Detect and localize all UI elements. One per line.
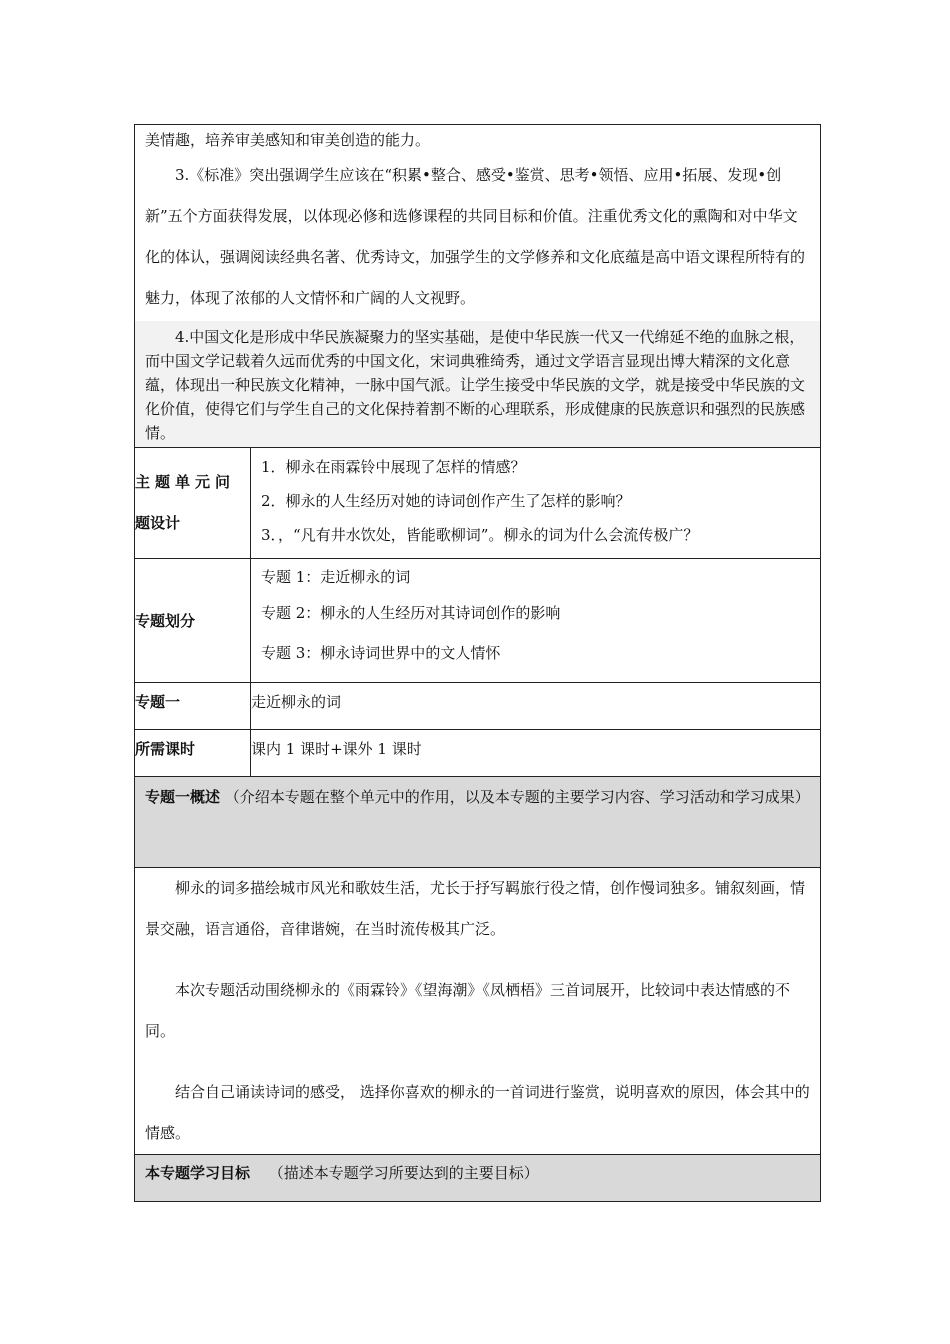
overview-paragraph-3: 结合自己诵读诗词的感受， 选择你喜欢的柳永的一首词进行鉴赏，说明喜欢的原因，体会其中的情感。 — [145, 1083, 810, 1142]
topic-division-label: 专题划分 — [135, 559, 251, 683]
question-item-2: 2．柳永的人生经历对她的诗词创作产生了怎样的影响？ — [261, 492, 631, 510]
topic-one-label: 专题一 — [135, 683, 251, 730]
question-item-1: 1．柳永在雨霖铃中展现了怎样的情感？ — [261, 458, 526, 476]
question-item-3: 3．，“凡有井水饮处，皆能歌柳词”。柳永的词为什么会流传极广？ — [261, 526, 699, 544]
goals-hint: （描述本专题学习所要达到的主要目标） — [268, 1164, 539, 1182]
topic-division-row — [135, 559, 821, 683]
topic-item-1: 专题 1：走近柳永的词 — [261, 568, 411, 586]
topic-one-row — [135, 683, 821, 730]
overview-paragraph-1: 柳永的词多描绘城市风光和歌妓生活，尤长于抒写羁旅行役之情，创作慢词独多。铺叙刻画，情景交融，语言通俗，音律谐婉，在当时流传极其广泛。 — [145, 879, 806, 938]
overview-body-row — [135, 868, 821, 1155]
goals-label: 本专题学习目标 — [145, 1164, 251, 1182]
standard-paragraph-3: 3.《标准》突出强调学生应该在“积累•整合、感受•鉴赏、思考•领悟、应用•拓展、发现•创新”五个方面获得发展，以体现必修和选修课程的共同目标和价值。注重优秀文化的熏陶和对中华文化的体认，强调阅读经典名著、优秀诗文，加强学生的文学修养和文化底蕴是高中语文课程所特有的魅力，体现了浓郁的人文情怀和广阔的人文视野。 — [145, 166, 806, 307]
topic-item-3: 专题 3：柳永诗词世界中的文人情怀 — [261, 644, 501, 662]
lesson-plan-table — [134, 124, 821, 1202]
topic-one-value: 走近柳永的词 — [251, 683, 821, 730]
overview-header — [135, 777, 821, 868]
question-label-line1: 主题单元问 — [135, 473, 236, 491]
overview-body — [135, 868, 821, 1155]
standards-row — [135, 125, 821, 448]
standard-paragraph-4: 4.中国文化是形成中华民族凝聚力的坚实基础，是使中华民族一代又一代绵延不绝的血脉之根，而中国文学记载着久远而优秀的中国文化，宋词典雅绮秀，通过文学语言显现出博大精深的文化意蕴，体现出一种民族文化精神，一脉中国气派。让学生接受中华民族的文学，就是接受中华民族的文化价值，使得它们与学生自己的文化保持着割不断的心理联系，形成健康的民族意识和强烈的民族感情。 — [135, 321, 820, 447]
class-hours-label: 所需课时 — [135, 730, 251, 777]
overview-hint: （介绍本专题在整个单元中的作用，以及本专题的主要学习内容、学习活动和学习成果） — [224, 788, 810, 806]
topic-list — [251, 559, 821, 683]
overview-paragraph-2: 本次专题活动围绕柳永的《雨霖铃》《望海潮》《凤栖梧》三首词展开，比较词中表达情感的不同。 — [145, 981, 791, 1040]
overview-header-row — [135, 777, 821, 868]
overview-label: 专题一概述 — [145, 788, 221, 806]
question-design-row — [135, 448, 821, 559]
topic-item-2: 专题 2：柳永的人生经历对其诗词创作的影响 — [261, 604, 561, 622]
class-hours-row — [135, 730, 821, 777]
question-list — [251, 448, 821, 559]
question-label-line2: 题设计 — [135, 514, 181, 532]
goals-header — [135, 1155, 821, 1202]
goals-header-row — [135, 1155, 821, 1202]
class-hours-value: 课内 1 课时+课外 1 课时 — [251, 730, 821, 777]
question-design-label — [135, 448, 251, 559]
intro-line-top: 美情趣，培养审美感知和审美创造的能力。 — [145, 131, 431, 149]
